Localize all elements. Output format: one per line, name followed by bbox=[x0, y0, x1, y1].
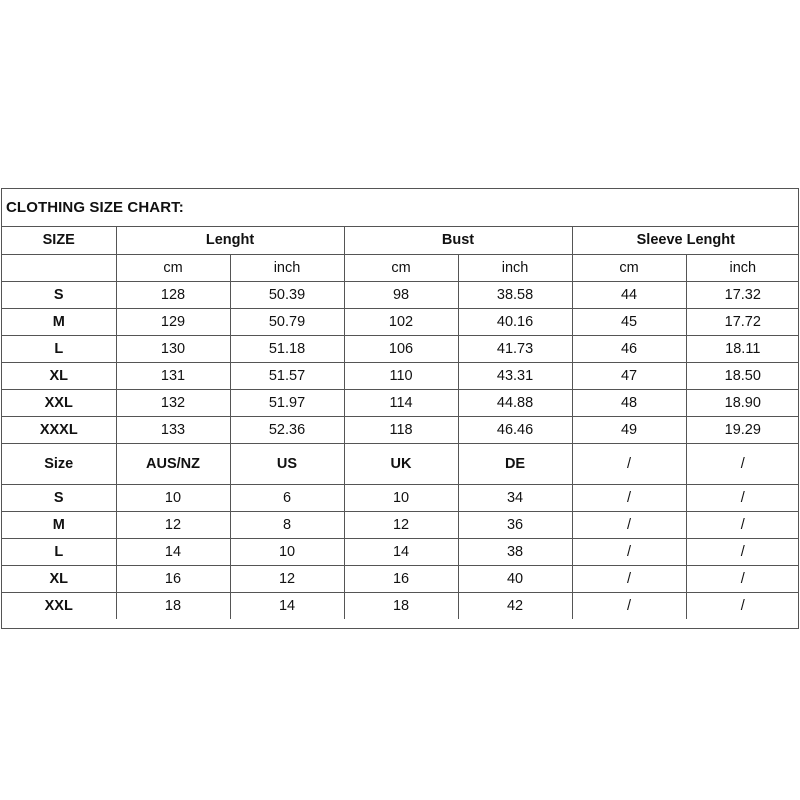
conversion-header: / bbox=[572, 443, 686, 484]
conversion-value: 40 bbox=[458, 565, 572, 592]
measurement-value: 52.36 bbox=[230, 416, 344, 443]
size-label: M bbox=[2, 511, 116, 538]
measurement-value: 51.97 bbox=[230, 389, 344, 416]
group-header: Lenght bbox=[116, 227, 344, 254]
measurement-value: 106 bbox=[344, 335, 458, 362]
size-column-header: SIZE bbox=[2, 227, 116, 254]
conversion-header: US bbox=[230, 443, 344, 484]
conversion-value: 18 bbox=[344, 592, 458, 619]
measurement-value: 18.90 bbox=[686, 389, 799, 416]
unit-header: inch bbox=[230, 254, 344, 281]
size-label: S bbox=[2, 281, 116, 308]
measurement-value: 50.79 bbox=[230, 308, 344, 335]
measurement-value: 51.57 bbox=[230, 362, 344, 389]
size-label: XXL bbox=[2, 592, 116, 619]
conversion-value: 14 bbox=[116, 538, 230, 565]
measurement-value: 129 bbox=[116, 308, 230, 335]
measurement-value: 51.18 bbox=[230, 335, 344, 362]
conversion-header: UK bbox=[344, 443, 458, 484]
measurement-value: 118 bbox=[344, 416, 458, 443]
conversion-value: 42 bbox=[458, 592, 572, 619]
measurement-row bbox=[2, 362, 799, 389]
measurement-value: 17.32 bbox=[686, 281, 799, 308]
measurement-value: 133 bbox=[116, 416, 230, 443]
conversion-value: / bbox=[686, 565, 799, 592]
conversion-value: / bbox=[572, 565, 686, 592]
conversion-value: / bbox=[572, 511, 686, 538]
size-chart bbox=[1, 188, 799, 629]
measurement-value: 41.73 bbox=[458, 335, 572, 362]
measurement-row bbox=[2, 281, 799, 308]
conversion-value: 10 bbox=[116, 484, 230, 511]
measurement-value: 130 bbox=[116, 335, 230, 362]
conversion-value: / bbox=[686, 511, 799, 538]
conversion-value: 12 bbox=[230, 565, 344, 592]
conversion-value: 8 bbox=[230, 511, 344, 538]
conversion-value: 12 bbox=[344, 511, 458, 538]
size-label: S bbox=[2, 484, 116, 511]
measurement-value: 46.46 bbox=[458, 416, 572, 443]
conversion-row bbox=[2, 592, 799, 619]
measurement-value: 18.50 bbox=[686, 362, 799, 389]
measurement-value: 102 bbox=[344, 308, 458, 335]
measurement-value: 38.58 bbox=[458, 281, 572, 308]
measurement-value: 50.39 bbox=[230, 281, 344, 308]
measurement-value: 17.72 bbox=[686, 308, 799, 335]
measurement-value: 40.16 bbox=[458, 308, 572, 335]
conversion-value: 12 bbox=[116, 511, 230, 538]
measurement-value: 43.31 bbox=[458, 362, 572, 389]
measurement-row bbox=[2, 335, 799, 362]
unit-header: cm bbox=[344, 254, 458, 281]
conversion-value: 10 bbox=[230, 538, 344, 565]
conversion-value: 10 bbox=[344, 484, 458, 511]
unit-row bbox=[2, 254, 799, 281]
measurement-row bbox=[2, 389, 799, 416]
conversion-value: 14 bbox=[230, 592, 344, 619]
conversion-header: AUS/NZ bbox=[116, 443, 230, 484]
measurement-row bbox=[2, 416, 799, 443]
measurement-value: 45 bbox=[572, 308, 686, 335]
measurement-value: 110 bbox=[344, 362, 458, 389]
unit-header: cm bbox=[572, 254, 686, 281]
size-label: XL bbox=[2, 565, 116, 592]
conversion-header: Size bbox=[2, 443, 116, 484]
conversion-value: 18 bbox=[116, 592, 230, 619]
conversion-header: DE bbox=[458, 443, 572, 484]
measurement-value: 18.11 bbox=[686, 335, 799, 362]
conversion-value: 36 bbox=[458, 511, 572, 538]
conversion-value: 6 bbox=[230, 484, 344, 511]
conversion-value: / bbox=[686, 484, 799, 511]
conversion-header-row bbox=[2, 443, 799, 484]
conversion-value: / bbox=[572, 484, 686, 511]
measurement-value: 128 bbox=[116, 281, 230, 308]
measurement-value: 19.29 bbox=[686, 416, 799, 443]
measurement-value: 44 bbox=[572, 281, 686, 308]
conversion-value: / bbox=[686, 592, 799, 619]
conversion-row bbox=[2, 565, 799, 592]
conversion-value: / bbox=[572, 592, 686, 619]
measurement-value: 46 bbox=[572, 335, 686, 362]
size-table bbox=[2, 227, 799, 619]
measurement-header-row bbox=[2, 227, 799, 254]
unit-header: inch bbox=[686, 254, 799, 281]
measurement-value: 44.88 bbox=[458, 389, 572, 416]
chart-title: CLOTHING SIZE CHART: bbox=[2, 189, 798, 227]
empty-cell bbox=[2, 254, 116, 281]
conversion-header: / bbox=[686, 443, 799, 484]
group-header: Bust bbox=[344, 227, 572, 254]
size-label: XXL bbox=[2, 389, 116, 416]
group-header: Sleeve Lenght bbox=[572, 227, 799, 254]
measurement-value: 114 bbox=[344, 389, 458, 416]
conversion-row bbox=[2, 538, 799, 565]
conversion-value: 14 bbox=[344, 538, 458, 565]
measurement-row bbox=[2, 308, 799, 335]
measurement-value: 98 bbox=[344, 281, 458, 308]
unit-header: inch bbox=[458, 254, 572, 281]
conversion-row bbox=[2, 511, 799, 538]
unit-header: cm bbox=[116, 254, 230, 281]
conversion-value: / bbox=[686, 538, 799, 565]
size-label: XXXL bbox=[2, 416, 116, 443]
size-label: XL bbox=[2, 362, 116, 389]
size-label: L bbox=[2, 335, 116, 362]
conversion-value: 16 bbox=[116, 565, 230, 592]
size-label: M bbox=[2, 308, 116, 335]
conversion-row bbox=[2, 484, 799, 511]
conversion-value: / bbox=[572, 538, 686, 565]
conversion-value: 16 bbox=[344, 565, 458, 592]
measurement-value: 131 bbox=[116, 362, 230, 389]
conversion-value: 38 bbox=[458, 538, 572, 565]
measurement-value: 132 bbox=[116, 389, 230, 416]
measurement-value: 47 bbox=[572, 362, 686, 389]
measurement-value: 49 bbox=[572, 416, 686, 443]
measurement-value: 48 bbox=[572, 389, 686, 416]
conversion-value: 34 bbox=[458, 484, 572, 511]
size-label: L bbox=[2, 538, 116, 565]
